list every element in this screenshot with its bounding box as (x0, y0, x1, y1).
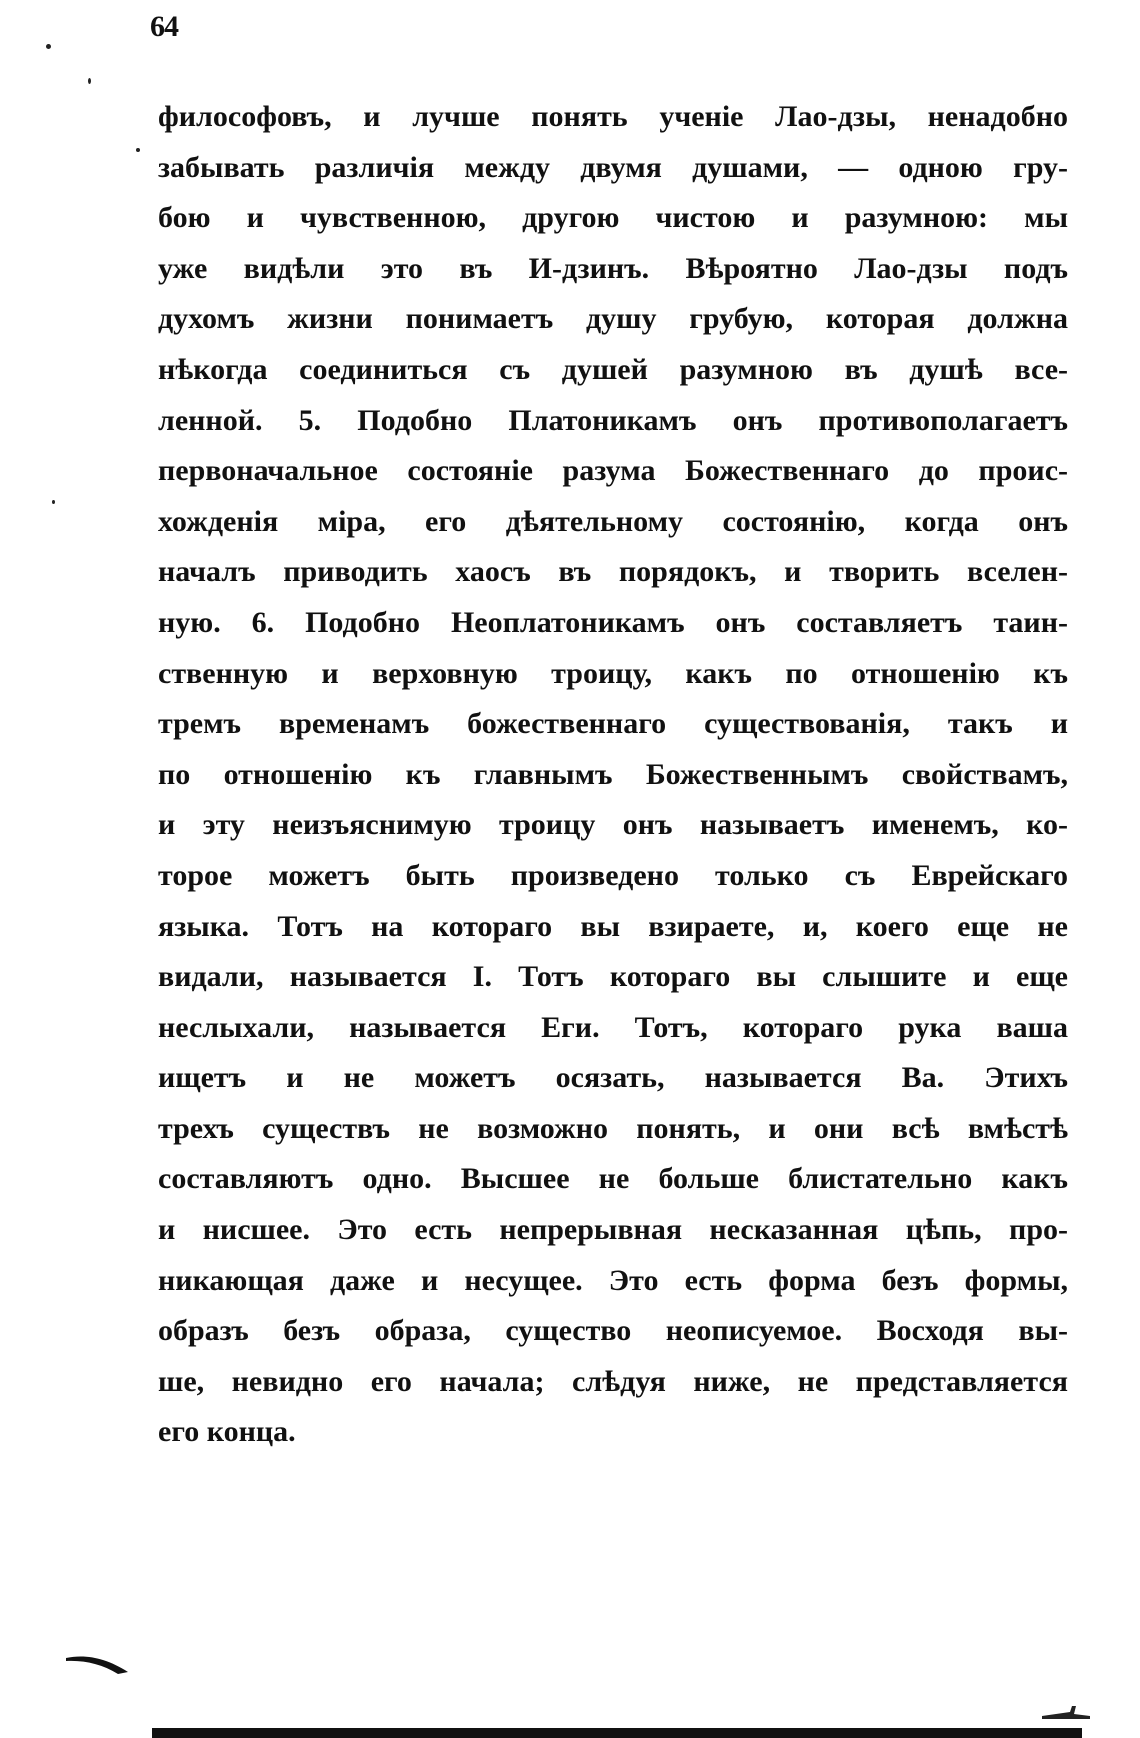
page-edge-rule (152, 1728, 1082, 1738)
text-line: его конца. (158, 1415, 296, 1449)
text-line: нѣкогда соединиться съ душей разумною въ душѣ все- (158, 352, 1068, 386)
text-line: забывать различія между двумя душами, — одною гру- (158, 150, 1068, 184)
text-line: философовъ, и лучше понять ученіе Лао-дзы, ненадобно (158, 100, 1068, 133)
text-line: неслыхали, называется Еги. Тотъ, котораго рука ваша (158, 1010, 1068, 1044)
text-line: составляютъ одно. Высшее не больше блистательно какъ (158, 1162, 1068, 1196)
text-line: бою и чувственною, другою чистою и разумною: мы (158, 201, 1068, 235)
scan-speck (52, 500, 55, 504)
text-line: по отношенію къ главнымъ Божественнымъ свойствамъ, (158, 757, 1068, 791)
text-line: ственную и верховную троицу, какъ по отношенію къ (158, 656, 1068, 690)
text-line: никающая даже и несущее. Это есть форма безъ формы, (158, 1263, 1068, 1297)
scan-mark-icon (1040, 1702, 1096, 1722)
text-line: и эту неизъяснимую троицу онъ называетъ именемъ, ко- (158, 808, 1068, 842)
text-line: образъ безъ образа, существо неописуемое. Восходя вы- (158, 1314, 1068, 1348)
text-line: и нисшее. Это есть непрерывная несказанная цѣпь, про- (158, 1213, 1068, 1247)
text-line: ленной. 5. Подобно Платоникамъ онъ противополагаетъ (158, 403, 1068, 437)
text-line: хожденія міра, его дѣятельному состоянію, когда онъ (158, 504, 1068, 538)
scan-speck (46, 44, 51, 49)
text-line: началъ приводить хаосъ въ порядокъ, и творить вселен- (158, 555, 1068, 589)
body-text (158, 92, 1068, 1458)
text-line: тремъ временамъ божественнаго существованія, такъ и (158, 707, 1068, 741)
scan-speck (88, 78, 91, 84)
text-line: трехъ существъ не возможно понять, и они всѣ вмѣстѣ (158, 1111, 1068, 1145)
text-line: ную. 6. Подобно Неоплатоникамъ онъ составляетъ таин- (158, 605, 1068, 639)
text-line: первоначальное состояніе разума Божественнаго до проис- (158, 454, 1068, 488)
text-line: уже видѣли это въ И-дзинъ. Вѣроятно Лао-дзы подъ (158, 251, 1068, 285)
text-line: ше, невидно его начала; слѣдуя ниже, не представляется (158, 1364, 1068, 1398)
scan-speck (136, 148, 140, 152)
text-line: торое можетъ быть произведено только съ Еврейскаго (158, 858, 1068, 892)
text-line: духомъ жизни понимаетъ душу грубую, которая должна (158, 302, 1068, 336)
text-line: языка. Тотъ на котораго вы взираете, и, коего еще не (158, 909, 1068, 943)
page-number: 64 (150, 10, 178, 43)
scan-mark-icon (66, 1652, 128, 1674)
text-line: ищетъ и не можетъ осязать, называется Ва. Этихъ (158, 1061, 1068, 1095)
text-line: видали, называется I. Тотъ котораго вы слышите и еще (158, 960, 1068, 994)
